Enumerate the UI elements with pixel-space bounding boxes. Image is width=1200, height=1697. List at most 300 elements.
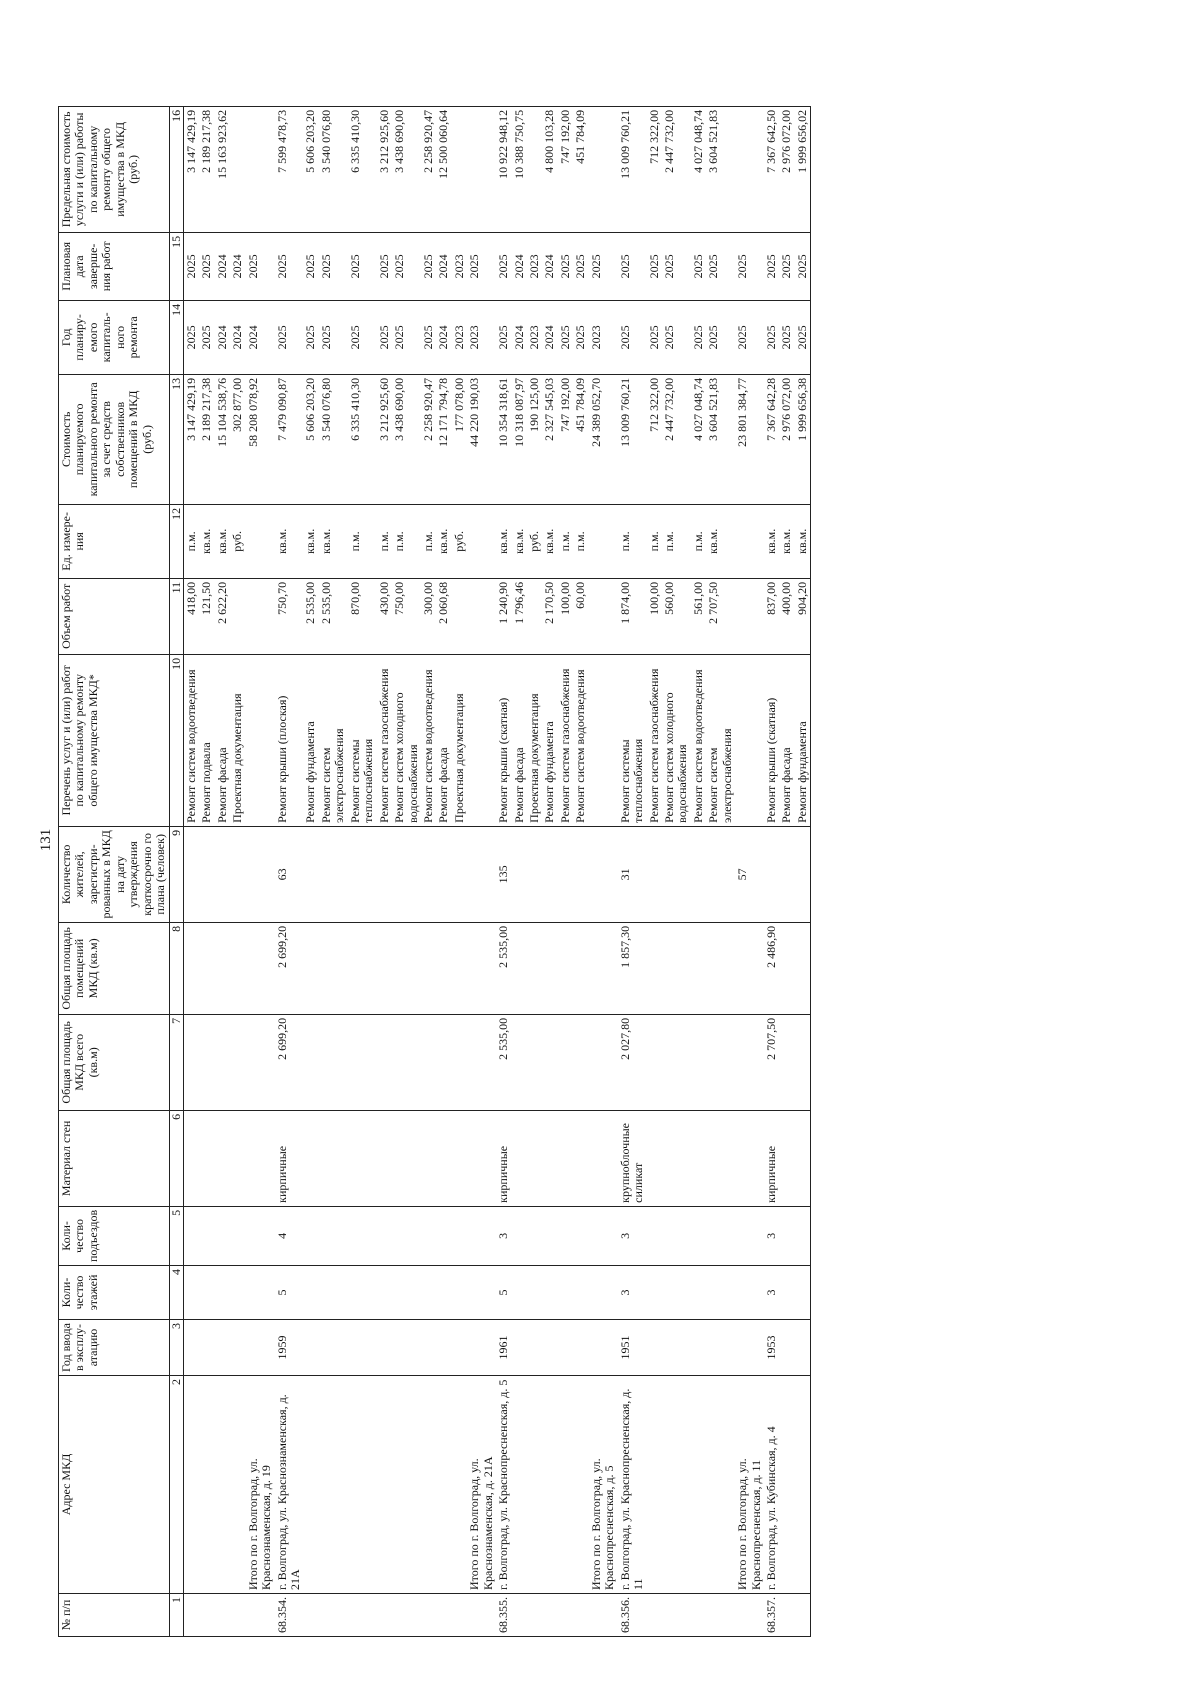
cell-c3: [558, 1320, 573, 1376]
cell-c14: 2025: [706, 300, 735, 374]
cell-c5: [215, 1206, 230, 1265]
cell-c16: [230, 106, 245, 232]
cell-c3: [392, 1320, 421, 1376]
cell-c14: 2024: [246, 300, 275, 374]
cell-c1: [706, 1594, 735, 1637]
cell-c13: 3 212 925,60: [377, 374, 392, 504]
cell-c10: Ремонт систем газоснабжения: [647, 654, 662, 826]
cell-c7: 2 027,80: [618, 1014, 647, 1110]
cell-c1: [436, 1594, 451, 1637]
cell-c14: 2025: [392, 300, 421, 374]
cell-c9: [589, 826, 618, 922]
cell-c16: 6 335 410,30: [348, 106, 377, 232]
cell-c9: 135: [496, 826, 511, 922]
cell-c4: [467, 1266, 496, 1320]
cell-c5: [691, 1206, 706, 1265]
table-row-work: [573, 106, 588, 1636]
cell-c16: 10 388 750,75: [512, 106, 527, 232]
cell-c15: 2025: [589, 232, 618, 300]
cell-c6: [303, 1110, 318, 1206]
cell-c3: [527, 1320, 542, 1376]
column-header-10: Перечень услуг и (или) работ по капитальному ремонту общего имущества МКД*: [59, 654, 170, 826]
cell-c15: 2025: [706, 232, 735, 300]
cell-c13: 2 327 545,03: [542, 374, 557, 504]
cell-c14: 2025: [764, 300, 779, 374]
cell-c5: [436, 1206, 451, 1265]
cell-c10: Ремонт систем электроснабжения: [706, 654, 735, 826]
cell-c4: [779, 1266, 794, 1320]
cell-c7: [348, 1014, 377, 1110]
cell-c16: 3 212 925,60: [377, 106, 392, 232]
cell-c8: 1 857,30: [618, 922, 647, 1014]
cell-c9: [452, 826, 467, 922]
column-header-15: Плановая дата заверше-ния работ: [59, 232, 170, 300]
cell-c2: [647, 1376, 662, 1594]
cell-c11: 1 240,90: [496, 578, 511, 654]
column-header-1: № п/п: [59, 1594, 170, 1637]
cell-c6: [215, 1110, 230, 1206]
cell-c8: [589, 922, 618, 1014]
cell-c16: 3 540 076,80: [319, 106, 348, 232]
cell-c8: 2 699,20: [275, 922, 304, 1014]
cell-c9: [795, 826, 811, 922]
cell-c1: [467, 1594, 496, 1637]
cell-c7: [573, 1014, 588, 1110]
cell-c4: [392, 1266, 421, 1320]
column-header-12: Ед. измере-ния: [59, 504, 170, 578]
cell-c5: [303, 1206, 318, 1265]
cell-c12: п.м.: [392, 504, 421, 578]
cell-c7: 2 699,20: [275, 1014, 304, 1110]
cell-c14: 2025: [662, 300, 691, 374]
cell-c9: [319, 826, 348, 922]
column-number-15: 15: [169, 232, 183, 300]
cell-c14: 2025: [421, 300, 436, 374]
cell-c12: кв.м.: [512, 504, 527, 578]
cell-c13: 190 125,00: [527, 374, 542, 504]
cell-c6: крупноблочные силикат: [618, 1110, 647, 1206]
cell-c3: [452, 1320, 467, 1376]
cell-c1: [246, 1594, 275, 1637]
cell-c5: [512, 1206, 527, 1265]
cell-c7: [215, 1014, 230, 1110]
cell-c5: 4: [275, 1206, 304, 1265]
cell-c10: Ремонт систем водоотведения: [421, 654, 436, 826]
cell-c13: 712 322,00: [647, 374, 662, 504]
cell-c13: 15 104 538,76: [215, 374, 230, 504]
cell-c3: [573, 1320, 588, 1376]
cell-c15: 2025: [183, 232, 199, 300]
cell-c9: [691, 826, 706, 922]
cell-c7: [662, 1014, 691, 1110]
cell-c7: [319, 1014, 348, 1110]
cell-c4: [691, 1266, 706, 1320]
cell-c15: 2024: [436, 232, 451, 300]
cell-c10: Ремонт систем холодного водоснабжения: [392, 654, 421, 826]
cell-c16: 7 599 478,73: [275, 106, 304, 232]
cell-c14: 2023: [527, 300, 542, 374]
cell-c10: Ремонт систем водоотведения: [573, 654, 588, 826]
cell-c13: 23 801 384,77: [735, 374, 764, 504]
cell-c6: [512, 1110, 527, 1206]
table-body: [183, 106, 810, 1636]
cell-c15: 2024: [215, 232, 230, 300]
cell-c12: руб.: [452, 504, 467, 578]
cell-c9: [706, 826, 735, 922]
cell-c15: 2025: [275, 232, 304, 300]
cell-c3: [589, 1320, 618, 1376]
cell-c11: 430,00: [377, 578, 392, 654]
cell-c10: Ремонт фундамента: [542, 654, 557, 826]
cell-c11: 561,00: [691, 578, 706, 654]
cell-c4: [706, 1266, 735, 1320]
cell-c11: 1 796,46: [512, 578, 527, 654]
cell-c3: [795, 1320, 811, 1376]
cell-c15: 2025: [573, 232, 588, 300]
cell-c5: [735, 1206, 764, 1265]
cell-c6: [421, 1110, 436, 1206]
cell-c7: [706, 1014, 735, 1110]
cell-c4: [319, 1266, 348, 1320]
cell-c9: [779, 826, 794, 922]
table-row-work: [795, 106, 811, 1636]
cell-c16: [735, 106, 764, 232]
cell-c16: 2 189 217,38: [199, 106, 214, 232]
cell-c6: [392, 1110, 421, 1206]
cell-c8: [392, 922, 421, 1014]
cell-c12: п.м.: [183, 504, 199, 578]
cell-c4: [246, 1266, 275, 1320]
cell-c6: [246, 1110, 275, 1206]
cell-c16: [467, 106, 496, 232]
cell-c8: [573, 922, 588, 1014]
cell-c7: [691, 1014, 706, 1110]
cell-c12: п.м.: [558, 504, 573, 578]
cell-c7: [303, 1014, 318, 1110]
cell-c12: п.м.: [421, 504, 436, 578]
cell-c16: 7 367 642,50: [764, 106, 779, 232]
cell-c14: 2023: [467, 300, 496, 374]
cell-c16: [527, 106, 542, 232]
table-row-work: [706, 106, 735, 1636]
cell-c13: 4 027 048,74: [691, 374, 706, 504]
cell-c11: [735, 578, 764, 654]
column-number-1: 1: [169, 1594, 183, 1637]
cell-c4: [436, 1266, 451, 1320]
cell-c6: [558, 1110, 573, 1206]
cell-c2: [319, 1376, 348, 1594]
cell-c16: 2 447 732,00: [662, 106, 691, 232]
cell-c8: [542, 922, 557, 1014]
cell-c12: кв.м.: [764, 504, 779, 578]
cell-c6: [542, 1110, 557, 1206]
cell-c10: [589, 654, 618, 826]
page-number: 131: [38, 828, 54, 852]
cell-c11: 2 707,50: [706, 578, 735, 654]
cell-c15: 2025: [467, 232, 496, 300]
column-header-11: Объем работ: [59, 578, 170, 654]
cell-c4: [573, 1266, 588, 1320]
cell-c10: Проектная документация: [230, 654, 245, 826]
cell-c9: 63: [275, 826, 304, 922]
cell-c12: кв.м.: [275, 504, 304, 578]
cell-c9: [573, 826, 588, 922]
cell-c13: 6 335 410,30: [348, 374, 377, 504]
cell-c16: 2 976 072,00: [779, 106, 794, 232]
cell-c9: [436, 826, 451, 922]
cell-c4: 3: [618, 1266, 647, 1320]
cell-c6: [706, 1110, 735, 1206]
cell-c14: 2024: [230, 300, 245, 374]
cell-c10: Ремонт систем газоснабжения: [377, 654, 392, 826]
cell-c4: [199, 1266, 214, 1320]
cell-c2: [512, 1376, 527, 1594]
cell-c15: 2025: [319, 232, 348, 300]
cell-c4: [215, 1266, 230, 1320]
cell-c1: [183, 1594, 199, 1637]
cell-c10: Ремонт систем электроснабжения: [319, 654, 348, 826]
cell-c3: 1951: [618, 1320, 647, 1376]
cell-c11: 2 535,00: [319, 578, 348, 654]
cell-c11: [452, 578, 467, 654]
cell-c3: [706, 1320, 735, 1376]
cell-c11: 300,00: [421, 578, 436, 654]
cell-c12: [246, 504, 275, 578]
table-row-house: [496, 106, 511, 1636]
cell-c8: [303, 922, 318, 1014]
cell-c13: 2 258 920,47: [421, 374, 436, 504]
cell-c6: [647, 1110, 662, 1206]
cell-c5: [542, 1206, 557, 1265]
cell-c2: [542, 1376, 557, 1594]
cell-c1: [303, 1594, 318, 1637]
cell-c9: [392, 826, 421, 922]
cell-c5: 3: [618, 1206, 647, 1265]
cell-c13: 2 976 072,00: [779, 374, 794, 504]
cell-c4: [735, 1266, 764, 1320]
cell-c13: 451 784,09: [573, 374, 588, 504]
table-row-work: [691, 106, 706, 1636]
cell-c9: [246, 826, 275, 922]
column-header-13: Стоимость планируемого капитального ремонта за счет средств собственников помещений в МКД (руб.): [59, 374, 170, 504]
cell-c9: [542, 826, 557, 922]
cell-c14: 2023: [452, 300, 467, 374]
cell-c4: [542, 1266, 557, 1320]
column-header-8: Общая площадь помещений МКД (кв.м): [59, 922, 170, 1014]
cell-c15: 2025: [618, 232, 647, 300]
cell-c11: 100,00: [647, 578, 662, 654]
column-header-4: Коли-чество этажей: [59, 1266, 170, 1320]
cell-c2: [392, 1376, 421, 1594]
cell-c8: [467, 922, 496, 1014]
cell-c8: [230, 922, 245, 1014]
cell-c13: 3 604 521,83: [706, 374, 735, 504]
cell-c9: [230, 826, 245, 922]
document-page: [18, 25, 1118, 1665]
cell-c9: 31: [618, 826, 647, 922]
cell-c8: [735, 922, 764, 1014]
cell-c10: Ремонт систем водоотведения: [691, 654, 706, 826]
cell-c10: Проектная документация: [527, 654, 542, 826]
cell-c5: [199, 1206, 214, 1265]
cell-c14: 2025: [647, 300, 662, 374]
cell-c8: [377, 922, 392, 1014]
table-row-house: [275, 106, 304, 1636]
cell-c12: кв.м.: [319, 504, 348, 578]
cell-c2: [230, 1376, 245, 1594]
cell-c8: [647, 922, 662, 1014]
cell-c10: Ремонт подвала: [199, 654, 214, 826]
cell-c3: [348, 1320, 377, 1376]
cell-c7: [436, 1014, 451, 1110]
cell-c15: 2023: [452, 232, 467, 300]
cell-c4: [558, 1266, 573, 1320]
cell-c13: 12 171 794,78: [436, 374, 451, 504]
cell-c14: 2025: [618, 300, 647, 374]
cell-c2: Итого по г. Волгоград, ул. Краснопресненская, д. 11: [735, 1376, 764, 1594]
cell-c1: [392, 1594, 421, 1637]
cell-c4: 3: [764, 1266, 779, 1320]
cell-c10: Ремонт системы теплоснабжения: [618, 654, 647, 826]
cell-c16: 13 009 760,21: [618, 106, 647, 232]
cell-c9: [421, 826, 436, 922]
cell-c14: 2025: [558, 300, 573, 374]
cell-c15: 2025: [496, 232, 511, 300]
cell-c6: [436, 1110, 451, 1206]
cell-c9: [303, 826, 318, 922]
cell-c16: 3 438 690,00: [392, 106, 421, 232]
table-row-work: [647, 106, 662, 1636]
cell-c8: 2 486,90: [764, 922, 779, 1014]
cell-c15: 2025: [303, 232, 318, 300]
cell-c1: [542, 1594, 557, 1637]
table-row-work: [542, 106, 557, 1636]
table-row-house: [764, 106, 779, 1636]
cell-c3: [377, 1320, 392, 1376]
cell-c5: [527, 1206, 542, 1265]
cell-c8: [706, 922, 735, 1014]
cell-c16: [452, 106, 467, 232]
cell-c15: 2025: [735, 232, 764, 300]
cell-c4: [377, 1266, 392, 1320]
cell-c15: 2024: [512, 232, 527, 300]
cell-c2: г. Волгоград, ул. Краснопресненская, д. 11: [618, 1376, 647, 1594]
cell-c15: 2025: [647, 232, 662, 300]
table-row-total: [246, 106, 275, 1636]
cell-c1: [527, 1594, 542, 1637]
cell-c6: [467, 1110, 496, 1206]
cell-c7: [467, 1014, 496, 1110]
column-number-8: 8: [169, 922, 183, 1014]
cell-c2: [303, 1376, 318, 1594]
cell-c13: 44 220 190,03: [467, 374, 496, 504]
cell-c3: [779, 1320, 794, 1376]
cell-c9: [215, 826, 230, 922]
cell-c5: [467, 1206, 496, 1265]
cell-c16: 10 922 948,12: [496, 106, 511, 232]
cell-c6: [452, 1110, 467, 1206]
cell-c4: 5: [275, 1266, 304, 1320]
cell-c10: Ремонт крыши (скатная): [764, 654, 779, 826]
cell-c11: 400,00: [779, 578, 794, 654]
cell-c15: 2025: [246, 232, 275, 300]
cell-c14: 2024: [215, 300, 230, 374]
cell-c7: 2 707,50: [764, 1014, 779, 1110]
table-row-work: [199, 106, 214, 1636]
cell-c5: [647, 1206, 662, 1265]
cell-c7: [392, 1014, 421, 1110]
cell-c15: 2025: [795, 232, 811, 300]
cell-c4: [230, 1266, 245, 1320]
cell-c7: [779, 1014, 794, 1110]
cell-c6: [662, 1110, 691, 1206]
cell-c10: [735, 654, 764, 826]
cell-c3: [467, 1320, 496, 1376]
cell-c14: 2024: [436, 300, 451, 374]
column-number-4: 4: [169, 1266, 183, 1320]
cell-c11: 1 874,00: [618, 578, 647, 654]
cell-c16: [589, 106, 618, 232]
cell-c2: [795, 1376, 811, 1594]
table-row-work: [215, 106, 230, 1636]
cell-c11: 100,00: [558, 578, 573, 654]
cell-c9: [662, 826, 691, 922]
cell-c2: Итого по г. Волгоград, ул. Краснознаменская, д. 19: [246, 1376, 275, 1594]
cell-c11: 904,20: [795, 578, 811, 654]
cell-c14: 2025: [319, 300, 348, 374]
cell-c1: [348, 1594, 377, 1637]
cell-c8: [215, 922, 230, 1014]
cell-c14: 2025: [199, 300, 214, 374]
cell-c14: 2025: [779, 300, 794, 374]
cell-c7: [647, 1014, 662, 1110]
cell-c10: Ремонт систем газоснабжения: [558, 654, 573, 826]
cell-c4: [303, 1266, 318, 1320]
column-header-2: Адрес МКД: [59, 1376, 170, 1594]
cell-c12: п.м.: [647, 504, 662, 578]
cell-c11: [246, 578, 275, 654]
cell-c16: 5 606 203,20: [303, 106, 318, 232]
cell-c14: 2025: [496, 300, 511, 374]
cell-c5: [795, 1206, 811, 1265]
cell-c5: 3: [496, 1206, 511, 1265]
cell-c11: 2 622,20: [215, 578, 230, 654]
cell-c13: 2 189 217,38: [199, 374, 214, 504]
cell-c8: [246, 922, 275, 1014]
cell-c11: [467, 578, 496, 654]
cell-c15: 2025: [779, 232, 794, 300]
cell-c14: 2025: [795, 300, 811, 374]
cell-c5: [421, 1206, 436, 1265]
cell-c9: [467, 826, 496, 922]
cell-c2: г. Волгоград, ул. Краснознаменская, д. 21А: [275, 1376, 304, 1594]
cell-c1: [735, 1594, 764, 1637]
cell-c2: [183, 1376, 199, 1594]
cell-c3: [662, 1320, 691, 1376]
cell-c12: кв.м.: [542, 504, 557, 578]
cell-c4: [348, 1266, 377, 1320]
cell-c6: [795, 1110, 811, 1206]
column-number-12: 12: [169, 504, 183, 578]
column-number-13: 13: [169, 374, 183, 504]
table-row-work: [183, 106, 199, 1636]
cell-c9: 57: [735, 826, 764, 922]
cell-c13: 3 438 690,00: [392, 374, 421, 504]
cell-c5: [230, 1206, 245, 1265]
cell-c10: Ремонт фасада: [512, 654, 527, 826]
cell-c4: 5: [496, 1266, 511, 1320]
cell-c5: [558, 1206, 573, 1265]
